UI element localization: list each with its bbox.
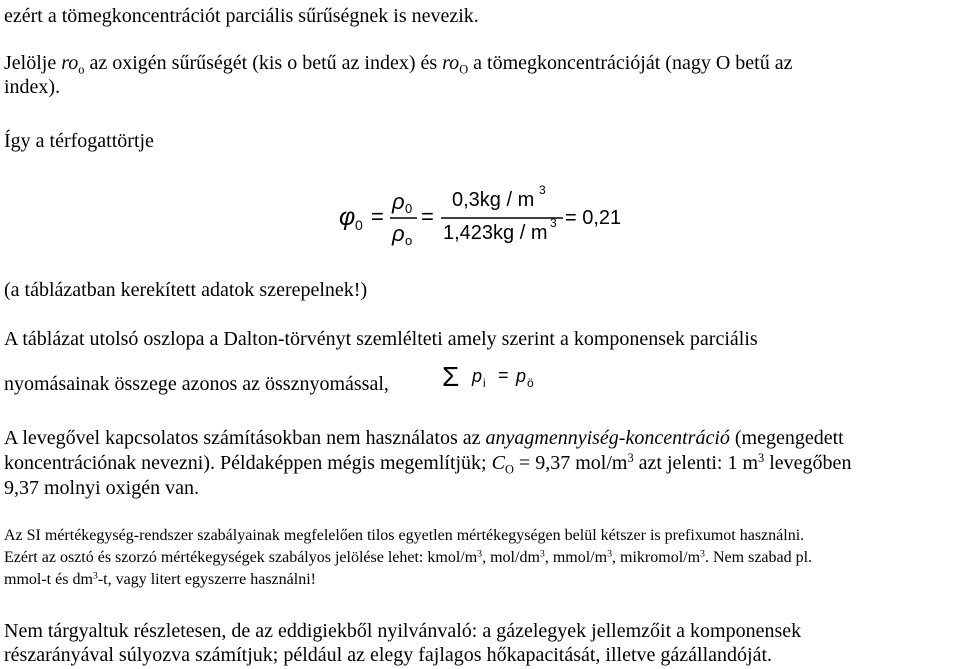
text: (a táblázatban kerekített adatok szerepelnek!) bbox=[4, 279, 368, 301]
paragraph-line-2 bbox=[4, 51, 792, 75]
p-symbol: p bbox=[472, 366, 483, 386]
ro-symbol: ro bbox=[61, 52, 79, 74]
text: ezért a tömegkoncentrációt parciális sűrűségnek is nevezik. bbox=[4, 5, 479, 27]
exponent: 3 bbox=[700, 548, 705, 560]
text: koncentrációnak nevezni). Példaképpen mégis megemlítjük; bbox=[4, 452, 492, 474]
paragraph-line-5 bbox=[4, 278, 367, 302]
paragraph-line-4 bbox=[4, 129, 154, 153]
text: azt jelenti: 1 m bbox=[633, 452, 759, 474]
text: . Nem szabad pl. bbox=[704, 549, 813, 566]
exponent: 3 bbox=[758, 451, 765, 466]
paragraph-line-14 bbox=[4, 619, 801, 643]
text: Az SI mértékegység-rendszer szabályainak megfelelően tilos egyetlen mértékegységen belül kétszer is prefixumot használni. bbox=[4, 527, 805, 544]
paragraph-line-13 bbox=[4, 569, 316, 591]
p-subscript: ö bbox=[527, 376, 534, 390]
text: részarányával súlyozva számítjuk; például az elegy fajlagos hőkapacitását, illetve gázállandóját. bbox=[4, 644, 773, 666]
text: 9,37 molnyi oxigén van. bbox=[4, 477, 199, 499]
paragraph-line-7 bbox=[4, 372, 389, 396]
phi-subscript: 0 bbox=[355, 217, 363, 233]
text: a tömegkoncentrációját (nagy O betű az bbox=[468, 52, 793, 74]
equals-sign: = bbox=[498, 365, 509, 385]
text: mmol-t és dm bbox=[4, 571, 93, 588]
concentration-subscript: O bbox=[504, 462, 514, 477]
text: Így a térfogattörtje bbox=[4, 130, 154, 152]
text: Nem tárgyaltuk részletesen, de az eddigiekből nyilvánvaló: a gázelegyek jellemzőit a komponensek bbox=[4, 620, 802, 642]
sum-symbol: Σ bbox=[442, 361, 460, 392]
exponent: 3 bbox=[539, 548, 545, 560]
paragraph-line-8 bbox=[4, 426, 844, 450]
p-symbol: p bbox=[516, 366, 527, 386]
denominator-exponent: 3 bbox=[550, 216, 557, 230]
text: = 9,37 mol/m bbox=[513, 452, 628, 474]
dalton-law-formula bbox=[440, 360, 550, 394]
paragraph-line-6 bbox=[4, 327, 758, 351]
paragraph-line-15 bbox=[4, 643, 772, 667]
text: levegőben bbox=[764, 452, 852, 474]
paragraph-line-9 bbox=[4, 451, 851, 475]
paragraph-line-11 bbox=[4, 525, 804, 547]
exponent: 3 bbox=[607, 548, 613, 560]
text: -t, vagy litert egyszerre használni! bbox=[97, 571, 316, 588]
equals-sign: = bbox=[421, 204, 434, 229]
text: A levegővel kapcsolatos számításokban nem használatos az bbox=[4, 427, 486, 449]
equals-sign: = bbox=[371, 204, 384, 229]
paragraph-line-10 bbox=[4, 476, 199, 500]
text: , mikromol/m bbox=[612, 549, 701, 566]
ro-symbol: ro bbox=[442, 52, 460, 74]
exponent: 3 bbox=[627, 451, 634, 466]
paragraph-line-12 bbox=[4, 547, 812, 569]
concentration-symbol: C bbox=[491, 452, 505, 474]
index-capital-o: O bbox=[459, 62, 469, 77]
numerator-value: 0,3kg / m bbox=[452, 189, 535, 211]
result-value: = 0,21 bbox=[565, 207, 622, 229]
emphasis-term: anyagmennyiség-koncentráció bbox=[485, 427, 730, 449]
p-subscript: i bbox=[483, 376, 486, 390]
text: index). bbox=[4, 76, 61, 98]
text: , mmol/m bbox=[544, 549, 608, 566]
phi-symbol: φ bbox=[339, 203, 356, 231]
rho-denominator-subscript: o bbox=[405, 233, 413, 248]
text: nyomásainak összege azonos az össznyomással, bbox=[4, 373, 389, 395]
paragraph-line-1 bbox=[4, 4, 479, 28]
text: Jelölje bbox=[4, 52, 62, 74]
rho-numerator: ρ bbox=[392, 189, 405, 214]
paragraph-line-3 bbox=[4, 75, 60, 99]
volume-fraction-formula bbox=[335, 180, 635, 250]
index-small-o: o bbox=[78, 62, 85, 77]
denominator-value: 1,423kg / m bbox=[443, 222, 548, 244]
numerator-exponent: 3 bbox=[539, 183, 546, 197]
exponent: 3 bbox=[477, 548, 483, 560]
text: A táblázat utolsó oszlopa a Dalton-törvényt szemlélteti amely szerint a komponensek parciális bbox=[4, 328, 758, 350]
text: , mol/dm bbox=[482, 549, 540, 566]
text: Ezért az osztó és szorzó mértékegységek szabályos jelölése lehet: kmol/m bbox=[4, 549, 478, 566]
text: az oxigén sűrűségét (kis o betű az index) és bbox=[84, 52, 443, 74]
rho-denominator: ρ bbox=[392, 221, 405, 246]
exponent: 3 bbox=[92, 570, 98, 582]
rho-numerator-subscript: 0 bbox=[405, 201, 413, 216]
text: (megengedett bbox=[729, 427, 844, 449]
